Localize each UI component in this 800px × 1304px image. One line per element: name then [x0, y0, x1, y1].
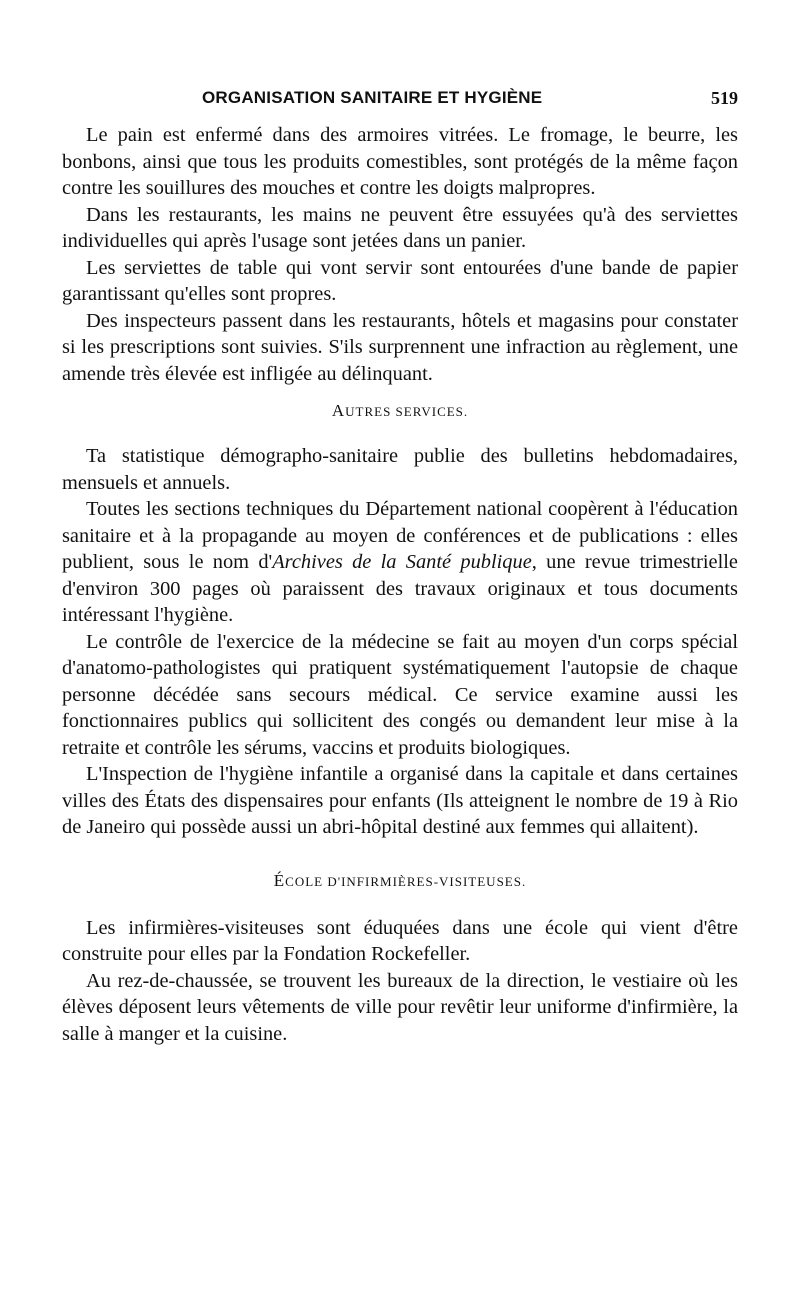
running-head — [62, 88, 738, 118]
paragraph: Le contrôle de l'exercice de la médecine se fait au moyen d'un corps spécial d'anatomo-pathologistes qui pratiquent systématiquement l'autopsie de chaque personne décédée sans secours médical. Ce service examine aussi les fonctionnaires publics qui sollicitent des congés ou demandent leur mise à la retraite et contrôle les sérums, vaccins et produits biologiques. — [62, 630, 738, 759]
section-heading-autres-services — [62, 401, 738, 421]
section-heading-rest: UTRES SERVICES. — [345, 404, 469, 419]
section-heading-initial: É — [273, 870, 286, 890]
paragraph: Les serviettes de table qui vont servir sont entourées d'une bande de papier garantissant qu'elles sont propres. — [62, 256, 738, 305]
paragraph: Dans les restaurants, les mains ne peuvent être essuyées qu'à des serviettes individuelles qui après l'usage sont jetées dans un panier. — [62, 203, 738, 252]
journal-title: Archives de la Santé publique — [272, 551, 532, 573]
paragraph: Les infirmières-visiteuses sont éduquées dans une école qui vient d'être construite pour elles par la Fondation Rockefeller. — [62, 916, 738, 965]
running-head-title: ORGANISATION SANITAIRE ET HYGIÈNE — [202, 88, 543, 107]
page-number: 519 — [711, 88, 738, 108]
paragraph-text: Toutes les sections techniques du Département national coopèrent à l'éducation sanitaire et à la propagande au moyen de conférences et de publications : elles publient, sous le nom d' — [62, 498, 738, 573]
paragraph: L'Inspection de l'hygiène infantile a organisé dans la capitale et dans certaines villes des États des dispensaires pour enfants (Ils atteignent le nombre de 19 à Rio de Janeiro qui possède aussi un abri-hôpital destiné aux femmes qui allaitent). — [62, 763, 738, 838]
paragraph: Au rez-de-chaussée, se trouvent les bureaux de la direction, le vestiaire où les élèves déposent leurs vêtements de ville pour revêtir leur uniforme d'infirmière, la salle à manger et la cuisine. — [62, 969, 738, 1045]
section-heading-ecole — [62, 871, 738, 891]
paragraph: Le pain est enfermé dans des armoires vitrées. Le fromage, le beurre, les bonbons, ainsi que tous les produits comestibles, sont protégés de la même façon contre les souillures des mouches et contre les doigts malpropres. — [62, 124, 738, 199]
section-heading-rest: COLE D'INFIRMIÈRES-VISITEUSES. — [285, 873, 527, 889]
section-heading-initial: A — [331, 401, 346, 420]
paragraph: Des inspecteurs passent dans les restaurants, hôtels et magasins pour constater si les prescriptions sont suivies. S'ils surprennent une infraction au règlement, une amende très élevée est infligée au délinquant. — [62, 309, 738, 385]
paragraph-text: , une revue trimestrielle d'environ 300 pages où paraissent des travaux originaux et tous documents intéressant l'hygiène. — [62, 551, 738, 626]
paragraph-with-italic — [62, 496, 738, 629]
paragraph: Ta statistique démographo-sanitaire publie des bulletins hebdomadaires, mensuels et annuels. — [62, 445, 738, 494]
book-page — [62, 88, 738, 1047]
